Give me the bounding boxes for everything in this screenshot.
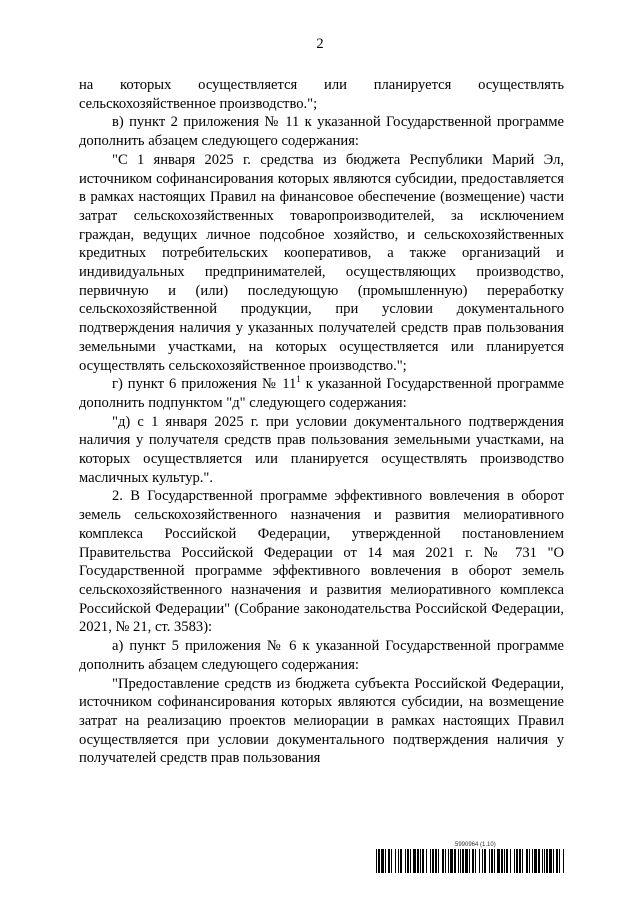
page-number: 2 bbox=[316, 36, 324, 52]
paragraph-quote-1: "С 1 января 2025 г. средства из бюджета Республики Марий Эл, источником софинансирования которых являются субсидии, предоставляется в рамках настоящих Правил на финансовое обеспечение (возмещение) части затрат сельскохозяйственных товаропроизводителей, за исключением граждан, ведущих личное подсобное хозяйство, и сельскохозяйственных кредитных потребительских кооперативов, а также организаций и индивидуальных предпринимателей, осуществляющих производство, первичную и (или) последующую (промышленную) переработку сельскохозяйственной продукции, при условии документального подтверждения наличия у указанных получателей средств прав пользования земельными участками, на которых осуществляется или планируется осуществлять сельскохозяйственное производство."; bbox=[79, 151, 564, 374]
item-g-text-start: г) пункт 6 приложения № 11 bbox=[112, 376, 297, 393]
barcode-caption: 5990964 (1.10) bbox=[455, 842, 496, 848]
barcode-image bbox=[376, 849, 564, 873]
item-g-text-end: к указанной Государственной программе дополнить подпунктом "д" следующего содержания: bbox=[79, 376, 564, 411]
paragraph-item-a: а) пункт 5 приложения № 6 к указанной Государственной программе дополнить абзацем следующего содержания: bbox=[79, 638, 564, 673]
paragraph-item-v: в) пункт 2 приложения № 11 к указанной Государственной программе дополнить абзацем следующего содержания: bbox=[79, 114, 564, 150]
paragraph-section-2: 2. В Государственной программе эффективного вовлечения в оборот земель сельскохозяйственного назначения и развития мелиоративного комплекса Российской Федерации, утвержденной постановлением Правительства Российской Федерации от 14 мая 2021 г. № 731 "О Государственной программе эффективного вовлечения в оборот земель сельскохозяйственного назначения и развития мелиоративного комплекса Российской Федерации" (Собрание законодательства Российской Федерации, 2021, № 21, ст. 3583): bbox=[79, 488, 564, 636]
paragraph-continuation: на которых осуществляется или планируется осуществлять сельскохозяйственное производство."; bbox=[79, 77, 564, 112]
document-body bbox=[79, 76, 564, 768]
paragraph-quote-3: "Предоставление средств из бюджета субъекта Российской Федерации, источником софинансирования которых являются субсидии, на возмещение затрат на реализацию проектов мелиорации в рамках настоящих Правил осуществляется при условии документального подтверждения наличия у получателей средств прав пользования bbox=[79, 675, 564, 767]
paragraph-item-g bbox=[79, 375, 564, 412]
paragraph-quote-2: "д) с 1 января 2025 г. при условии документального подтверждения наличия у получателя средств прав пользования земельными участками, на которых осуществляется или планируется осуществлять производство масличных культур.". bbox=[79, 413, 564, 486]
item-g-superscript: 1 bbox=[296, 374, 301, 385]
